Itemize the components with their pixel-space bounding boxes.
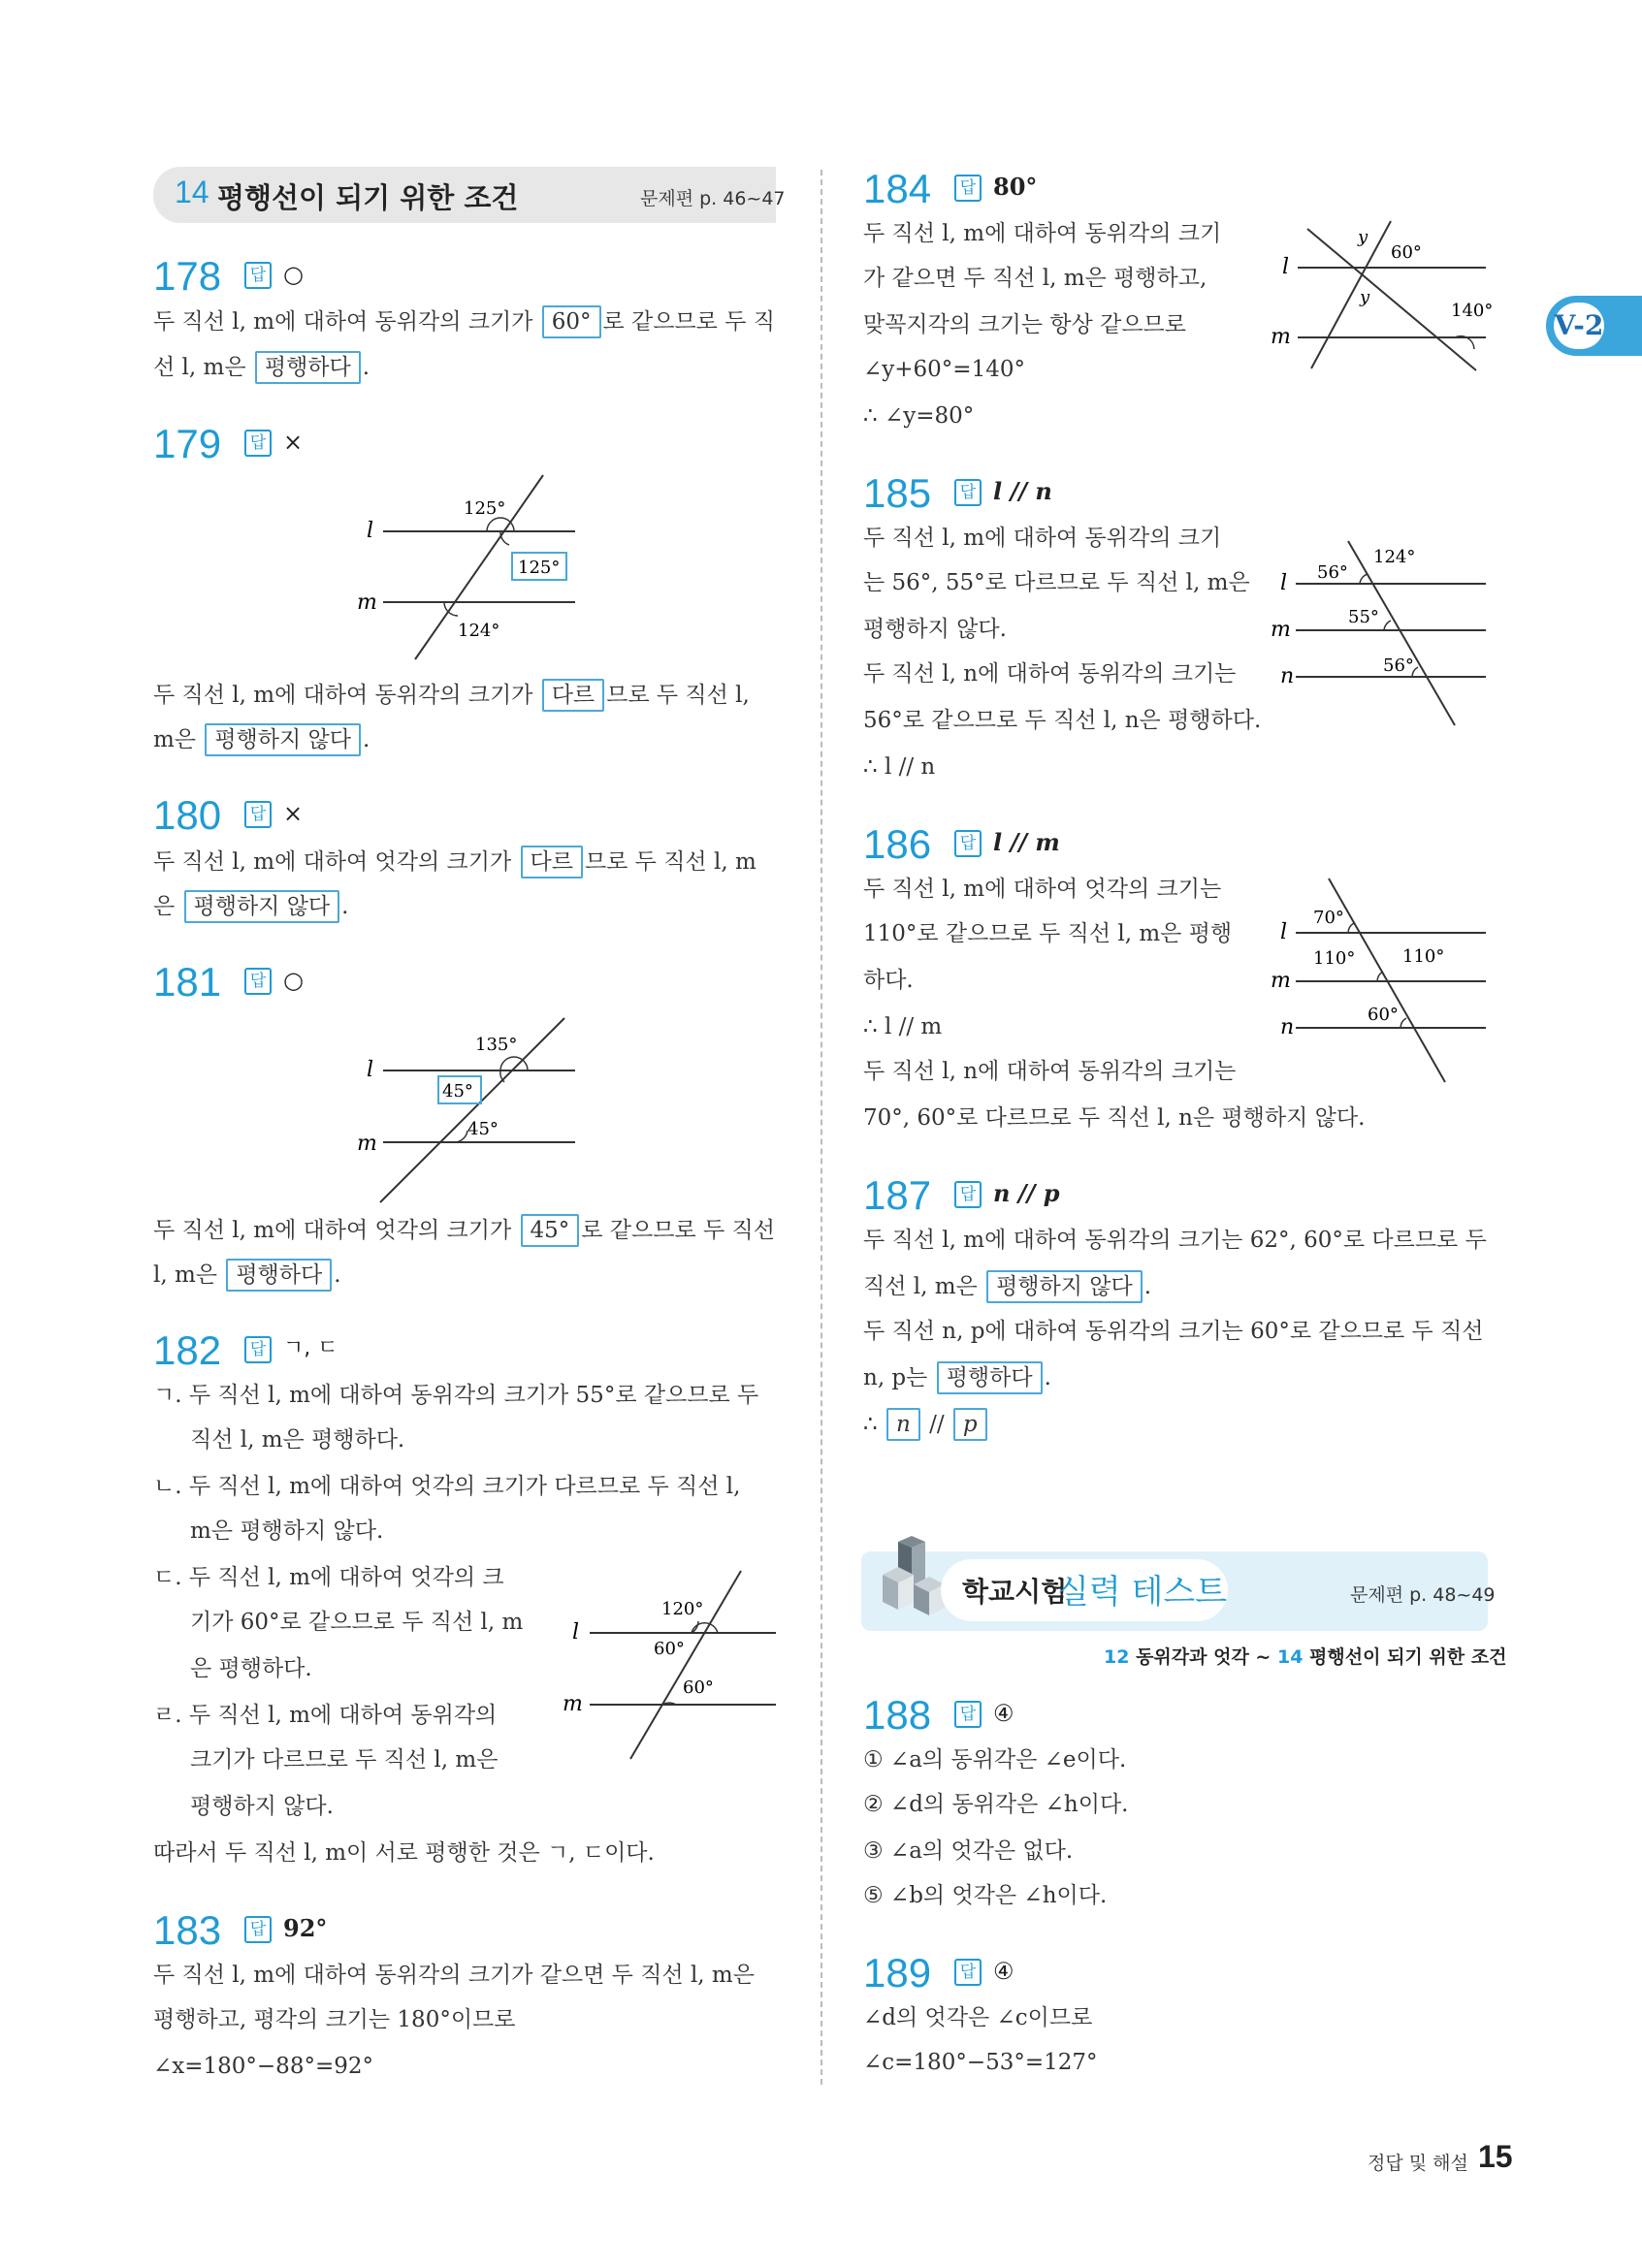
solution-line: ① ∠a의 동위각은 ∠e이다. (863, 1747, 1127, 1773)
answer-box: 평행하지 않다 (986, 1270, 1143, 1303)
solution-line: 맞꼭지각의 크기는 항상 같으므로 (863, 312, 1186, 337)
school-test-title: 실력 테스트 (1057, 1573, 1228, 1612)
page-number: 15 (1478, 2139, 1513, 2174)
school-test-ref: 문제편 p. 48~49 (1350, 1584, 1496, 1606)
angle-label: 45° (442, 1081, 473, 1102)
problem-number: 182 (153, 1327, 222, 1373)
line-label-l: l (1280, 571, 1288, 595)
angle-label: 110° (1313, 948, 1356, 969)
parallel-lines-figure (1271, 213, 1513, 378)
solution-line: 두 직선 l, n에 대하여 동위각의 크기는 (863, 661, 1237, 687)
solution-line: ⑤ ∠b의 엇각은 ∠h이다. (863, 1883, 1108, 1908)
solution-line: 평행하고, 평각의 크기는 180°이므로 (153, 2007, 516, 2032)
solution-line: 선 l, m은 평행하다 . (153, 351, 370, 384)
answer-value: n // p (993, 1179, 1060, 1207)
solution-line: ③ ∠a의 엇각은 없다. (863, 1838, 1074, 1864)
answer-box: 45° (521, 1214, 580, 1247)
line-label-m: m (1271, 618, 1291, 642)
angle-label: 124° (1373, 547, 1416, 567)
parallel-lines-figure (1271, 531, 1513, 735)
line-label-m: m (563, 1692, 583, 1716)
answer-value: l // m (993, 828, 1060, 856)
angle-label: 125° (464, 498, 506, 519)
solution-line: ㄴ. 두 직선 l, m에 대하여 엇각의 크기가 다르므로 두 직선 l, (153, 1474, 741, 1499)
parallel-lines-figure (1271, 873, 1513, 1091)
line-label-l: l (1280, 920, 1288, 944)
answer-badge: 답 (244, 1336, 272, 1363)
problem-number: 178 (153, 253, 222, 299)
solution-line: 두 직선 l, m에 대하여 동위각의 크기 (863, 221, 1222, 246)
angle-label: 70° (1313, 908, 1344, 928)
solution-line: 는 56°, 55°로 다르므로 두 직선 l, m은 (863, 570, 1250, 595)
solution-line: ㄷ. 두 직선 l, m에 대하여 엇각의 크 (153, 1565, 504, 1590)
solution-line: 두 직선 l, n에 대하여 동위각의 크기는 (863, 1059, 1237, 1084)
answer-box: 다르 (521, 846, 583, 878)
problem-number: 181 (153, 959, 222, 1005)
angle-label: 140° (1451, 301, 1494, 321)
solution-line: 직선 l, m은 평행하다. (190, 1427, 405, 1453)
solution-line: 두 직선 l, m에 대하여 엇각의 크기는 (863, 877, 1222, 902)
solution-line: 두 직선 l, m에 대하여 동위각의 크기 (863, 526, 1222, 551)
solution-line: ∴ l // m (863, 1014, 943, 1039)
solution-line: 110°로 같으므로 두 직선 l, m은 평행 (863, 921, 1233, 946)
angle-label: 45° (467, 1119, 499, 1139)
solution-line: 평행하지 않다. (190, 1794, 334, 1819)
solution-line: ② ∠d의 동위각은 ∠h이다. (863, 1792, 1129, 1817)
angle-label: 135° (475, 1035, 518, 1055)
section-ref: 문제편 p. 46~47 (640, 188, 786, 209)
problem-number: 189 (863, 1950, 932, 1996)
solution-line: 두 직선 l, m에 대하여 동위각의 크기가 같으면 두 직선 l, m은 (153, 1963, 755, 1988)
answer-box: 평행하다 (255, 351, 361, 384)
angle-label: 55° (1348, 607, 1379, 627)
angle-label: y (1358, 227, 1368, 247)
answer-badge: 답 (244, 1916, 272, 1943)
school-test-range: 12 동위각과 엇각 ~ 14 평행선이 되기 위한 조건 (1104, 1646, 1507, 1668)
answer-badge: 답 (954, 1701, 982, 1728)
solution-line: 두 직선 l, m에 대하여 엇각의 크기가 다르 므로 두 직선 l, m (153, 846, 757, 878)
solution-line: 따라서 두 직선 l, m이 서로 평행한 것은 ㄱ, ㄷ이다. (153, 1840, 655, 1866)
answer-value: ④ (993, 1700, 1014, 1727)
solution-line: 은 평행하다. (190, 1656, 312, 1681)
problem-number: 187 (863, 1172, 932, 1218)
line-label-l: l (367, 1058, 374, 1082)
solution-line: ∴ n // p (863, 1408, 989, 1441)
answer-value: ○ (283, 967, 304, 994)
problem-number: 179 (153, 421, 222, 466)
answer-value: ○ (283, 261, 304, 288)
angle-label: 60° (654, 1639, 685, 1659)
solution-line: 두 직선 l, m에 대하여 엇각의 크기가 45° 로 같으므로 두 직선 (153, 1214, 775, 1247)
angle-label: 125° (518, 558, 561, 578)
parallel-lines-figure (563, 1559, 786, 1773)
parallel-lines-figure (349, 1008, 601, 1212)
solution-line: m은 평행하지 않다. (190, 1518, 384, 1544)
solution-line: 크기가 다르므로 두 직선 l, m은 (190, 1747, 499, 1773)
answer-box: 평행하지 않다 (184, 890, 340, 923)
line-label-l: l (572, 1620, 580, 1645)
line-label-l: l (1282, 255, 1290, 279)
answer-badge: 답 (954, 175, 982, 202)
line-label-m: m (357, 591, 377, 615)
solution-line: ∠c=180°−53°=127° (863, 2050, 1098, 2075)
solution-line: 56°로 같으므로 두 직선 l, n은 평행하다. (863, 708, 1262, 733)
solution-line: ㄹ. 두 직선 l, m에 대하여 동위각의 (153, 1703, 498, 1728)
chapter-tab-label: V-2 (1554, 303, 1604, 349)
angle-label: 56° (1317, 562, 1348, 583)
problem-number: 188 (863, 1692, 932, 1738)
answer-value: × (283, 800, 304, 827)
solution-line: 직선 l, m은 평행하지 않다 . (863, 1270, 1151, 1303)
solution-line: 70°, 60°로 다르므로 두 직선 l, n은 평행하지 않다. (863, 1105, 1366, 1131)
line-label-n: n (1280, 1015, 1295, 1039)
problem-number: 185 (863, 470, 932, 516)
answer-box: 평행하다 (937, 1361, 1043, 1394)
answer-box: n (886, 1408, 920, 1441)
answer-badge: 답 (954, 479, 982, 506)
answer-box: 60° (542, 305, 601, 338)
answer-box: 평행하지 않다 (205, 723, 361, 756)
solution-line: l, m은 평행하다 . (153, 1259, 341, 1292)
angle-label: 60° (1391, 242, 1422, 263)
angle-label: 110° (1402, 946, 1445, 967)
section-title: 평행선이 되기 위한 조건 (217, 181, 519, 214)
solution-line: 기가 60°로 같으므로 두 직선 l, m (190, 1610, 524, 1635)
solution-line: ∠y+60°=140° (863, 357, 1025, 382)
problem-number: 180 (153, 792, 222, 838)
angle-label: 60° (683, 1677, 714, 1698)
solution-line: ∴ ∠y=80° (863, 403, 975, 429)
answer-value: l // n (993, 477, 1052, 505)
line-label-m: m (1271, 325, 1291, 349)
angle-label: y (1360, 287, 1370, 307)
line-label-m: m (1271, 969, 1291, 993)
answer-badge: 답 (244, 968, 272, 995)
solution-line: ∠x=180°−88°=92° (153, 2054, 373, 2079)
angle-label: 124° (458, 621, 500, 641)
problem-number: 184 (863, 166, 932, 211)
answer-badge: 답 (954, 1181, 982, 1208)
line-label-m: m (357, 1132, 377, 1156)
solution-line: n, p는 평행하다 . (863, 1361, 1051, 1394)
answer-badge: 답 (244, 801, 272, 828)
solution-line: 두 직선 n, p에 대하여 동위각의 크기는 60°로 같으므로 두 직선 (863, 1319, 1484, 1344)
parallel-lines-figure (349, 465, 601, 669)
solution-line: 평행하지 않다. (863, 617, 1007, 642)
answer-badge: 답 (244, 262, 272, 289)
answer-value: ④ (993, 1958, 1014, 1985)
answer-badge: 답 (954, 830, 982, 857)
solution-line: ∴ l // n (863, 754, 936, 780)
school-test-label: 학교시험 (962, 1576, 1068, 1608)
line-label-l: l (367, 519, 374, 543)
answer-badge: 답 (954, 1959, 982, 1986)
solution-line: 은 평행하지 않다 . (153, 890, 348, 923)
answer-box: 평행하다 (226, 1259, 332, 1292)
answer-box: p (953, 1408, 987, 1441)
footer-label: 정답 및 해설 (1368, 2153, 1468, 2174)
section-number: 14 (175, 175, 209, 209)
solution-line: 두 직선 l, m에 대하여 동위각의 크기가 다르 므로 두 직선 l, (153, 679, 750, 712)
problem-number: 183 (153, 1907, 222, 1953)
problem-number: 186 (863, 821, 932, 867)
solution-line: 두 직선 l, m에 대하여 동위각의 크기가 60° 로 같으므로 두 직 (153, 305, 775, 338)
solution-line: ∠d의 엇각은 ∠c이므로 (863, 2005, 1093, 2030)
solution-line: ㄱ. 두 직선 l, m에 대하여 동위각의 크기가 55°로 같으므로 두 (153, 1383, 759, 1408)
solution-line: 두 직선 l, m에 대하여 동위각의 크기는 62°, 60°로 다르므로 두 (863, 1228, 1487, 1253)
angle-label: 120° (661, 1599, 704, 1619)
answer-value: 80° (993, 173, 1038, 201)
answer-value: 92° (283, 1914, 328, 1942)
solution-line: m은 평행하지 않다 . (153, 723, 370, 756)
line-label-n: n (1280, 664, 1295, 688)
angle-label: 60° (1368, 1005, 1399, 1025)
answer-badge: 답 (244, 430, 272, 457)
answer-box: 다르 (542, 679, 604, 712)
answer-value: × (283, 429, 304, 456)
answer-value: ㄱ, ㄷ (283, 1336, 338, 1360)
angle-label: 56° (1383, 655, 1414, 676)
column-divider (821, 170, 822, 2085)
solution-line: 가 같으면 두 직선 l, m은 평행하고, (863, 266, 1207, 291)
solution-line: 하다. (863, 968, 914, 993)
